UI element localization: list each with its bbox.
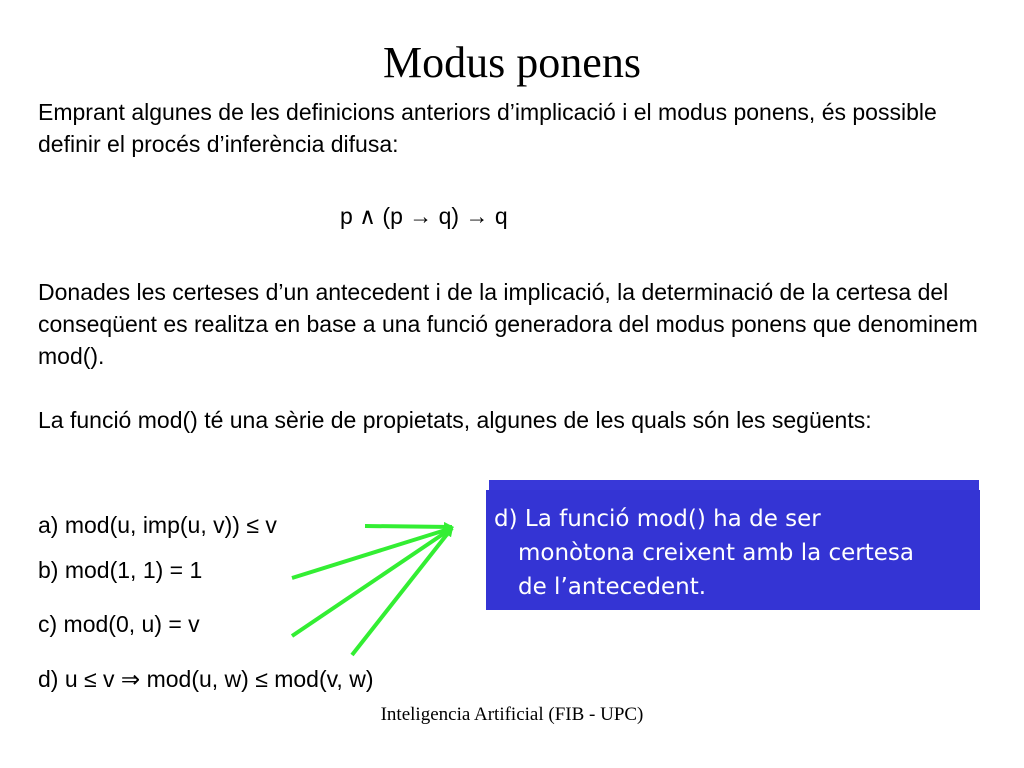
property-c: c) mod(0, u) = v — [38, 611, 200, 637]
property-a: a) mod(u, imp(u, v)) ≤ v — [38, 512, 277, 538]
callout-text — [494, 502, 966, 604]
property-b: b) mod(1, 1) = 1 — [38, 557, 203, 583]
property-d: d) u ≤ v ⇒ mod(u, w) ≤ mod(v, w) — [38, 666, 374, 692]
slide-footer: Inteligencia Artificial (FIB - UPC) — [380, 704, 644, 725]
modus-ponens-formula: p ∧ (p → q) → q — [340, 203, 508, 229]
arrow-from-property-a — [365, 526, 452, 527]
callout-line-2: monòtona creixent amb la certesa — [518, 540, 914, 566]
description-paragraph: Donades les certeses d’un antecedent i de la implicació, la determinació de la certesa del conseqüent es realitza en base a una funció generadora del modus ponens que denominem mod(). — [38, 279, 978, 369]
monotonic-property-callout — [486, 490, 980, 610]
intro-paragraph: Emprant algunes de les definicions anteriors d’implicació i el modus ponens, és possible definir el procés d’inferència difusa: — [38, 99, 937, 157]
arrow-from-property-c — [292, 528, 452, 636]
callout-line-1: d) La funció mod() ha de ser — [494, 506, 821, 532]
arrow-from-property-b — [292, 528, 452, 578]
slide-title: Modus ponens — [383, 38, 641, 87]
properties-intro: La funció mod() té una sèrie de propietats, algunes de les quals són les següents: — [38, 407, 872, 433]
arrow-from-property-d — [352, 528, 452, 655]
callout-line-3: de l’antecedent. — [518, 574, 707, 600]
